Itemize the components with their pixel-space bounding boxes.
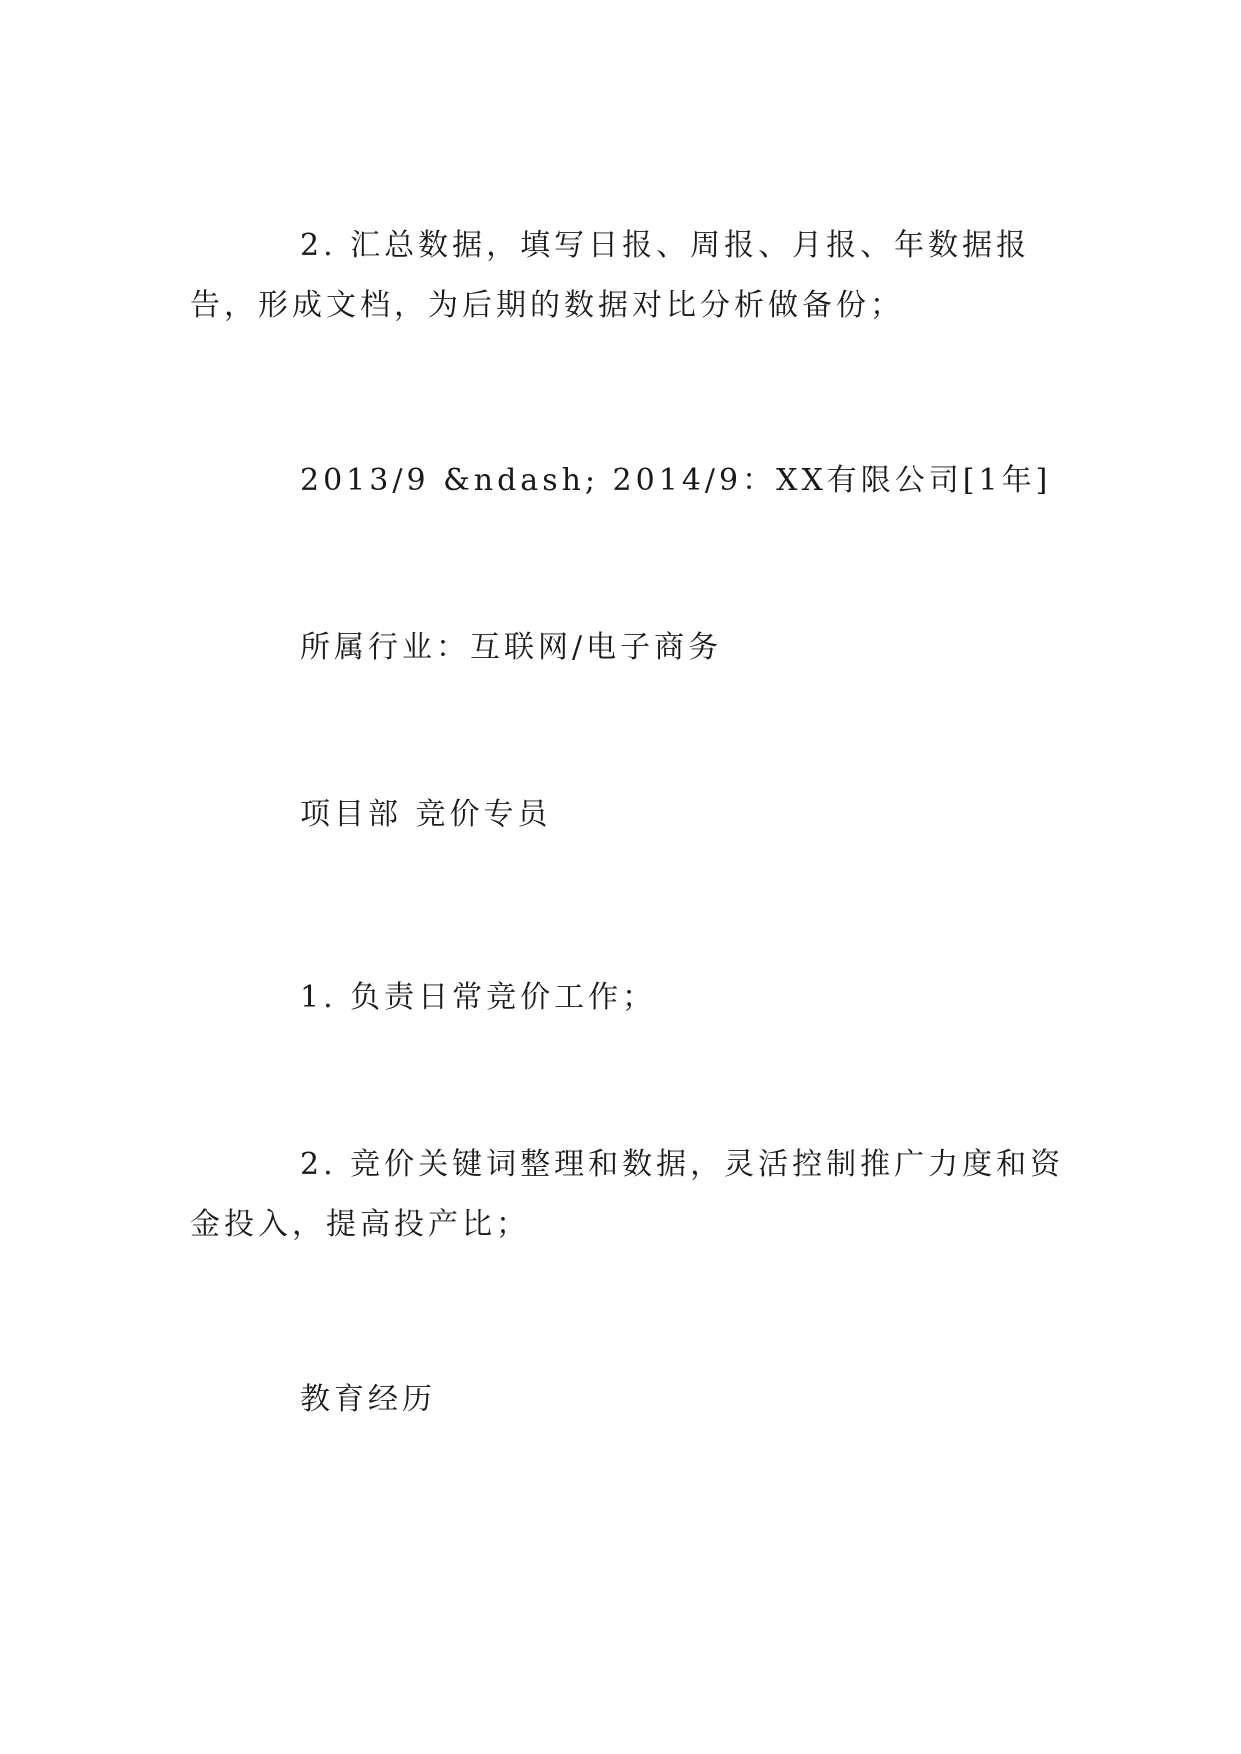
- paragraph-duty-2: 2. 竞价关键词整理和数据，灵活控制推广力度和资金投入，提高投产比；: [190, 1147, 1065, 1242]
- paragraph-industry: 所属行业：互联网/电子商务: [300, 630, 723, 665]
- paragraph-employment-period: 2013/9 &ndash; 2014/9：XX有限公司[1年]: [300, 463, 1052, 498]
- paragraph-duty-1: 1. 负责日常竞价工作；: [300, 980, 657, 1015]
- section-heading-education: 教育经历: [300, 1382, 436, 1417]
- paragraph-data-reporting: 2. 汇总数据，填写日报、周报、月报、年数据报告，形成文档，为后期的数据对比分析做备份；: [190, 228, 1031, 323]
- paragraph-position: 项目部 竞价专员: [300, 797, 552, 832]
